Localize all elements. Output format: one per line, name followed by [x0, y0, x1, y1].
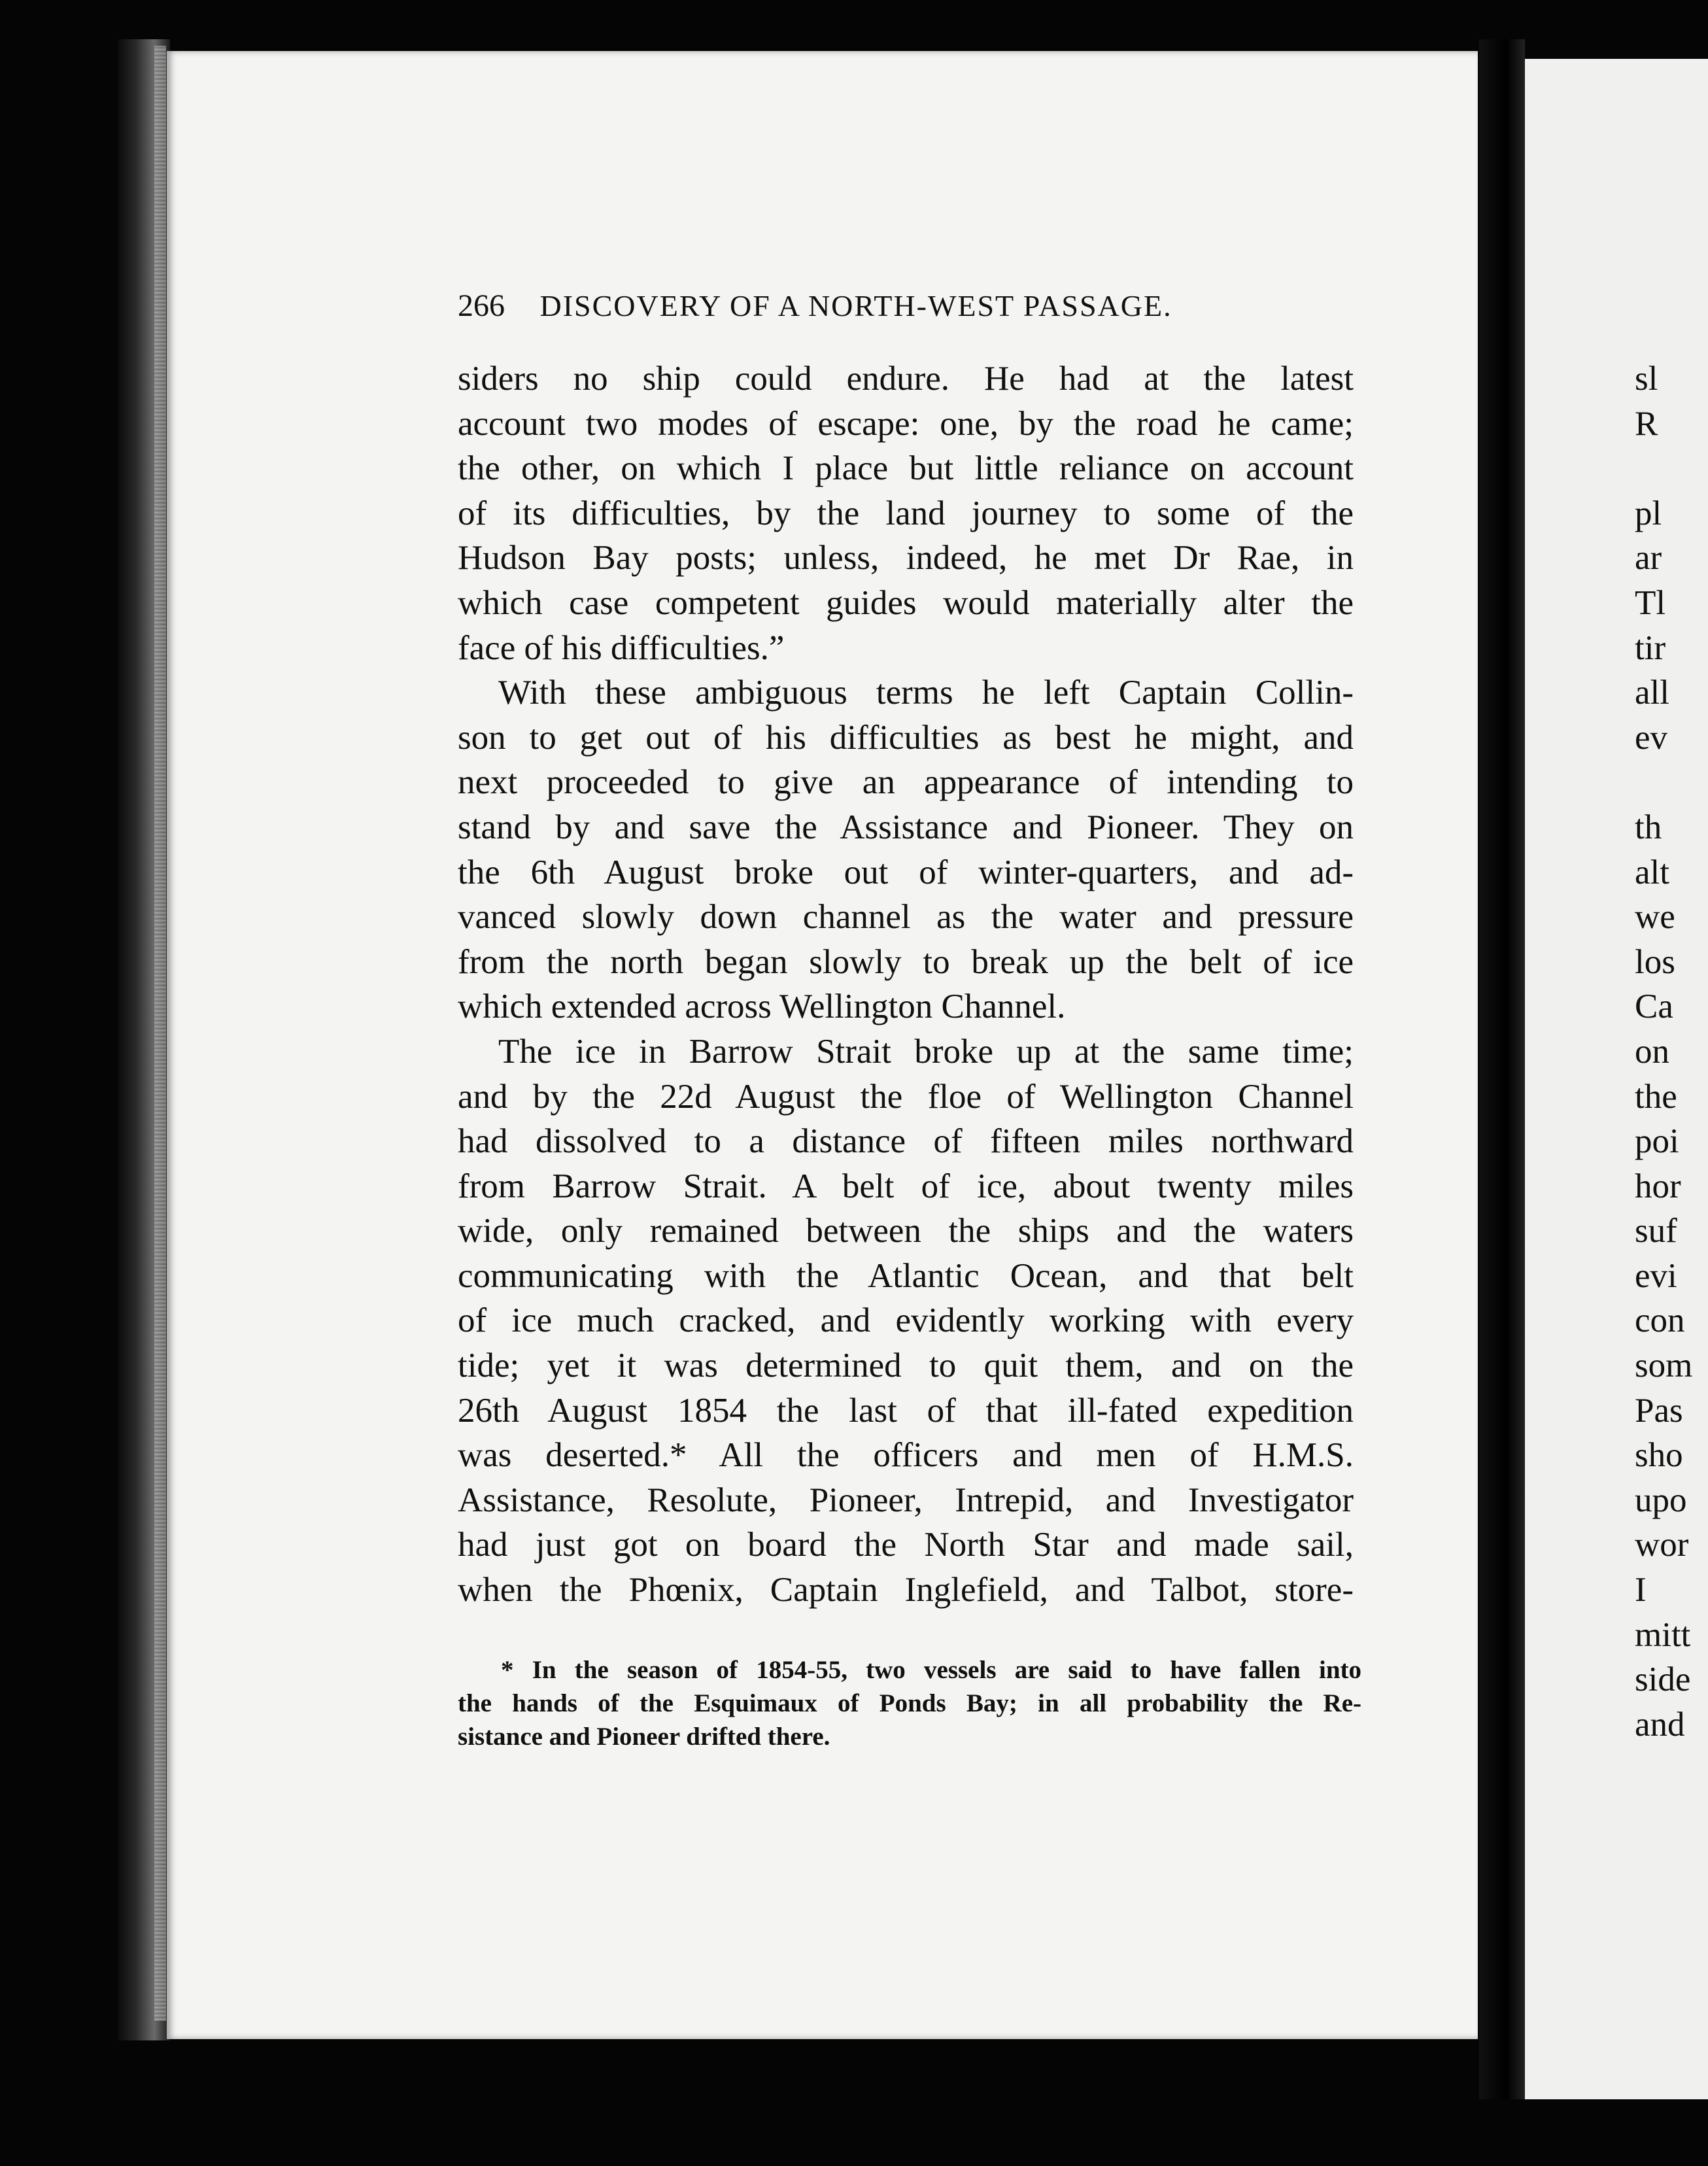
body-line: from the north began slowly to break up the belt of ice	[458, 942, 1354, 981]
next-page-fragment: alt	[1635, 853, 1669, 891]
body-line: Assistance, Resolute, Pioneer, Intrepid, and Investigator	[458, 1481, 1354, 1519]
body-line: siders no ship could endure. He had at the latest	[458, 360, 1354, 398]
body-line: The ice in Barrow Strait broke up at the same time;	[498, 1032, 1354, 1071]
next-page-fragment: ev	[1635, 718, 1668, 757]
body-line: 26th August 1854 the last of that ill-fated expedition	[458, 1391, 1354, 1430]
body-line: Hudson Bay posts; unless, indeed, he met Dr Rae, in	[458, 539, 1354, 577]
body-line: had just got on board the North Star and made sail,	[458, 1526, 1354, 1564]
body-line: wide, only remained between the ships and the waters	[458, 1212, 1354, 1250]
next-page-fragment: con	[1635, 1301, 1685, 1340]
body-line: stand by and save the Assistance and Pioneer. They on	[458, 808, 1354, 846]
footnote	[458, 1653, 1361, 1753]
next-page-fragment: tir	[1635, 628, 1666, 667]
next-page-text-fragments	[1635, 356, 1708, 1747]
body-line: the 6th August broke out of winter-quarters, and ad-	[458, 853, 1354, 891]
next-page-fragment: som	[1635, 1347, 1693, 1385]
footnote-line: sistance and Pioneer drifted there.	[458, 1723, 830, 1751]
next-page-fragment: poi	[1635, 1122, 1679, 1161]
next-page-fragment: on	[1635, 1032, 1669, 1071]
body-line: which case competent guides would materially alter the	[458, 583, 1354, 622]
page-number: 266	[458, 288, 505, 323]
next-page-fragment: suf	[1635, 1212, 1677, 1250]
body-line: account two modes of escape: one, by the road he came;	[458, 404, 1354, 443]
body-line: was deserted.* All the officers and men of H.M.S.	[458, 1436, 1354, 1475]
next-page-fragment: Ca	[1635, 988, 1673, 1026]
footnote-line: * In the season of 1854-55, two vessels are said to have fallen into	[501, 1656, 1361, 1684]
next-page-fragment: all	[1635, 674, 1669, 712]
next-page-fragment: ar	[1635, 539, 1662, 577]
page-edges	[154, 46, 166, 2021]
next-page-fragment: evi	[1635, 1256, 1677, 1295]
body-line: next proceeded to give an appearance of intending to	[458, 763, 1354, 802]
next-page-fragment: R	[1635, 404, 1658, 443]
body-line: son to get out of his difficulties as best he might, and	[458, 718, 1354, 757]
body-line: With these ambiguous terms he left Captain Collin-	[498, 674, 1354, 712]
next-page-fragment: mitt	[1635, 1615, 1691, 1654]
body-line: from Barrow Strait. A belt of ice, about twenty miles	[458, 1167, 1354, 1205]
next-page-fragment	[1635, 760, 1708, 805]
next-page-fragment: Pas	[1635, 1391, 1683, 1430]
next-page-fragment: sl	[1635, 360, 1658, 398]
body-text	[458, 356, 1354, 1613]
gutter-shadow	[1479, 39, 1525, 2099]
next-page-fragment: los	[1635, 942, 1675, 981]
next-page-fragment: th	[1635, 808, 1662, 846]
next-page-fragment: sho	[1635, 1436, 1683, 1475]
next-page-fragment: Tl	[1635, 583, 1666, 622]
next-page-fragment: we	[1635, 898, 1675, 937]
next-page-fragment: and	[1635, 1705, 1685, 1744]
body-line: vanced slowly down channel as the water and pressure	[458, 898, 1354, 937]
next-page-fragment: side	[1635, 1660, 1691, 1699]
body-line: and by the 22d August the floe of Wellington Channel	[458, 1077, 1354, 1116]
running-header	[458, 288, 1242, 327]
body-line: when the Phœnix, Captain Inglefield, and Talbot, store-	[458, 1571, 1354, 1609]
body-line: face of his difficulties.”	[458, 628, 785, 667]
running-title: DISCOVERY OF A NORTH-WEST PASSAGE.	[539, 289, 1172, 322]
body-line: tide; yet it was determined to quit them, and on the	[458, 1347, 1354, 1385]
next-page-fragment: pl	[1635, 494, 1662, 532]
body-line: which extended across Wellington Channel.	[458, 988, 1066, 1026]
body-line: communicating with the Atlantic Ocean, and that belt	[458, 1256, 1354, 1295]
body-line: had dissolved to a distance of fifteen miles northward	[458, 1122, 1354, 1161]
next-page-fragment: hor	[1635, 1167, 1681, 1205]
next-page-fragment	[1635, 446, 1708, 491]
body-line: the other, on which I place but little reliance on account	[458, 449, 1354, 488]
next-page-fragment: wor	[1635, 1526, 1689, 1564]
footnote-line: the hands of the Esquimaux of Ponds Bay; in all probability the Re-	[458, 1689, 1361, 1717]
next-page-fragment: I	[1635, 1571, 1647, 1609]
body-line: of its difficulties, by the land journey to some of the	[458, 494, 1354, 532]
next-page-fragment: the	[1635, 1077, 1677, 1116]
body-line: of ice much cracked, and evidently working with every	[458, 1301, 1354, 1340]
next-page-fragment: upo	[1635, 1481, 1687, 1519]
